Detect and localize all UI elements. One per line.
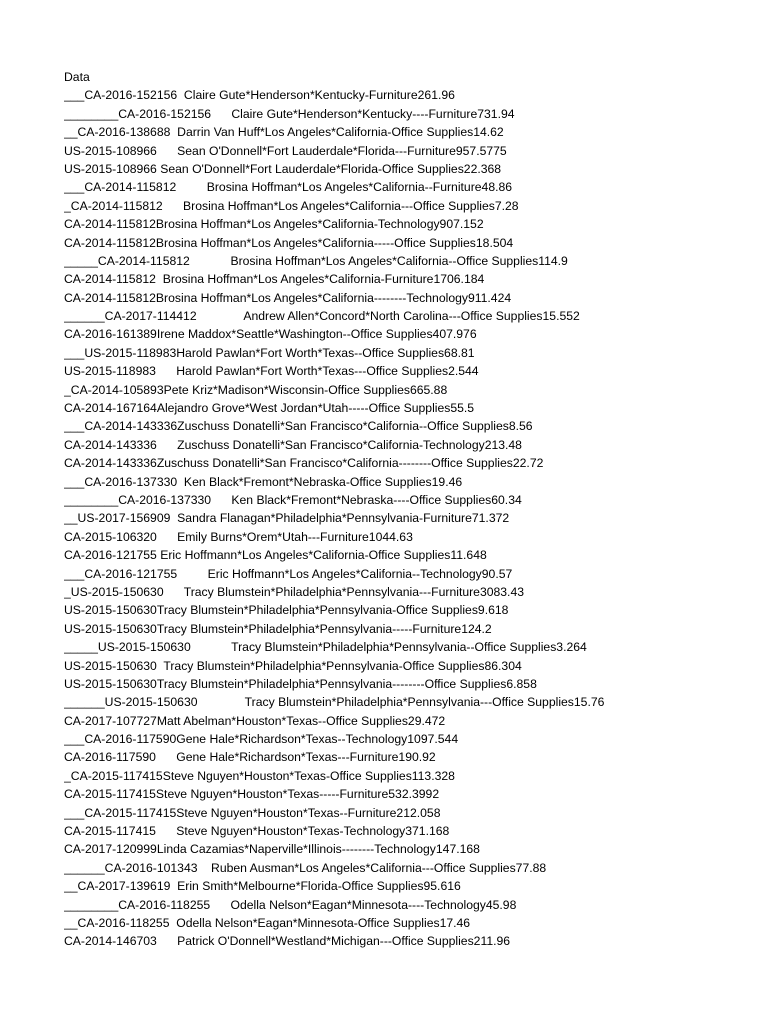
data-lines [64, 86, 754, 950]
data-line: __US-2017-156909 Sandra Flanagan*Philadelphia*Pennsylvania-Furniture71.372 [64, 511, 510, 526]
data-line: ______US-2015-150630 Tracy Blumstein*Philadelphia*Pennsylvania---Office Supplies15.76 [64, 695, 605, 710]
data-line: _____US-2015-150630 Tracy Blumstein*Philadelphia*Pennsylvania--Office Supplies3.264 [64, 640, 587, 655]
data-line: ___CA-2014-115812 Brosina Hoffman*Los Angeles*California--Furniture48.86 [64, 180, 513, 195]
data-line: _US-2015-150630 Tracy Blumstein*Philadelphia*Pennsylvania---Furniture3083.43 [64, 584, 525, 599]
data-line: US-2015-150630Tracy Blumstein*Philadelphia*Pennsylvania-Office Supplies9.618 [64, 603, 509, 618]
data-line: ___CA-2014-143336Zuschuss Donatelli*San Francisco*California--Office Supplies8.56 [64, 419, 533, 434]
data-line: CA-2015-106320 Emily Burns*Orem*Utah---Furniture1044.63 [64, 529, 413, 544]
data-line: _CA-2014-105893Pete Kriz*Madison*Wisconsin-Office Supplies665.88 [64, 382, 448, 397]
data-line: CA-2015-117415 Steve Nguyen*Houston*Texas-Technology371.168 [64, 824, 450, 839]
data-line: ___CA-2016-121755 Eric Hoffmann*Los Angeles*California--Technology90.57 [64, 566, 513, 581]
document-page [64, 68, 754, 951]
data-line: CA-2014-143336Zuschuss Donatelli*San Francisco*California--------Office Supplies22.72 [64, 456, 544, 471]
data-line: ___CA-2016-137330 Ken Black*Fremont*Nebraska-Office Supplies19.46 [64, 474, 463, 489]
data-line: _CA-2014-115812 Brosina Hoffman*Los Angeles*California---Office Supplies7.28 [64, 198, 519, 213]
data-line: CA-2016-117590 Gene Hale*Richardson*Texas---Furniture190.92 [64, 750, 436, 765]
data-line: ________CA-2016-118255 Odella Nelson*Eagan*Minnesota----Technology45.98 [64, 897, 517, 912]
data-line: ______CA-2017-114412 Andrew Allen*Concord*North Carolina---Office Supplies15.552 [64, 309, 580, 324]
data-line: CA-2014-115812Brosina Hoffman*Los Angeles*California--------Technology911.424 [64, 290, 512, 305]
data-line: CA-2014-115812Brosina Hoffman*Los Angeles*California-Technology907.152 [64, 217, 484, 232]
data-line: ___CA-2016-152156 Claire Gute*Henderson*Kentucky-Furniture261.96 [64, 88, 455, 103]
data-line: CA-2014-167164Alejandro Grove*West Jordan*Utah-----Office Supplies55.5 [64, 401, 475, 416]
data-line: US-2015-108966 Sean O'Donnell*Fort Lauderdale*Florida---Furniture957.5775 [64, 143, 507, 158]
data-line: CA-2017-107727Matt Abelman*Houston*Texas--Office Supplies29.472 [64, 713, 446, 728]
data-line: US-2015-150630 Tracy Blumstein*Philadelphia*Pennsylvania-Office Supplies86.304 [64, 658, 522, 673]
data-line: ______CA-2016-101343 Ruben Ausman*Los Angeles*California---Office Supplies77.88 [64, 860, 547, 875]
data-line: __CA-2017-139619 Erin Smith*Melbourne*Florida-Office Supplies95.616 [64, 879, 461, 894]
data-line: US-2015-108966 Sean O'Donnell*Fort Lauderdale*Florida-Office Supplies22.368 [64, 161, 502, 176]
data-line: ________CA-2016-152156 Claire Gute*Henderson*Kentucky----Furniture731.94 [64, 106, 515, 121]
data-line: _____CA-2014-115812 Brosina Hoffman*Los Angeles*California--Office Supplies114.9 [64, 253, 568, 268]
data-line: ________CA-2016-137330 Ken Black*Fremont*Nebraska----Office Supplies60.34 [64, 492, 522, 507]
data-line: US-2015-150630Tracy Blumstein*Philadelphia*Pennsylvania-----Furniture124.2 [64, 621, 492, 636]
data-line: CA-2014-143336 Zuschuss Donatelli*San Francisco*California-Technology213.48 [64, 437, 522, 452]
data-line: ___CA-2016-117590Gene Hale*Richardson*Texas--Technology1097.544 [64, 732, 459, 747]
document-heading: Data [64, 70, 90, 84]
data-line: CA-2014-115812 Brosina Hoffman*Los Angeles*California-Furniture1706.184 [64, 272, 485, 287]
data-line: __CA-2016-118255 Odella Nelson*Eagan*Minnesota-Office Supplies17.46 [64, 915, 471, 930]
data-line: CA-2015-117415Steve Nguyen*Houston*Texas-----Furniture532.3992 [64, 787, 440, 802]
data-line: __CA-2016-138688 Darrin Van Huff*Los Angeles*California-Office Supplies14.62 [64, 125, 504, 140]
data-line: CA-2014-115812Brosina Hoffman*Los Angeles*California-----Office Supplies18.504 [64, 235, 514, 250]
data-line: CA-2016-161389Irene Maddox*Seattle*Washington--Office Supplies407.976 [64, 327, 477, 342]
data-line: US-2015-118983 Harold Pawlan*Fort Worth*Texas---Office Supplies2.544 [64, 364, 479, 379]
data-line: US-2015-150630Tracy Blumstein*Philadelphia*Pennsylvania--------Office Supplies6.858 [64, 676, 537, 691]
data-line: CA-2014-146703 Patrick O'Donnell*Westland*Michigan---Office Supplies211.96 [64, 934, 511, 949]
data-line: _CA-2015-117415Steve Nguyen*Houston*Texas-Office Supplies113.328 [64, 768, 455, 783]
data-line: CA-2016-121755 Eric Hoffmann*Los Angeles*California-Office Supplies11.648 [64, 548, 487, 563]
data-line: ___CA-2015-117415Steve Nguyen*Houston*Texas--Furniture212.058 [64, 805, 441, 820]
data-line: CA-2017-120999Linda Cazamias*Naperville*Illinois--------Technology147.168 [64, 842, 480, 857]
data-line: ___US-2015-118983Harold Pawlan*Fort Worth*Texas--Office Supplies68.81 [64, 345, 475, 360]
